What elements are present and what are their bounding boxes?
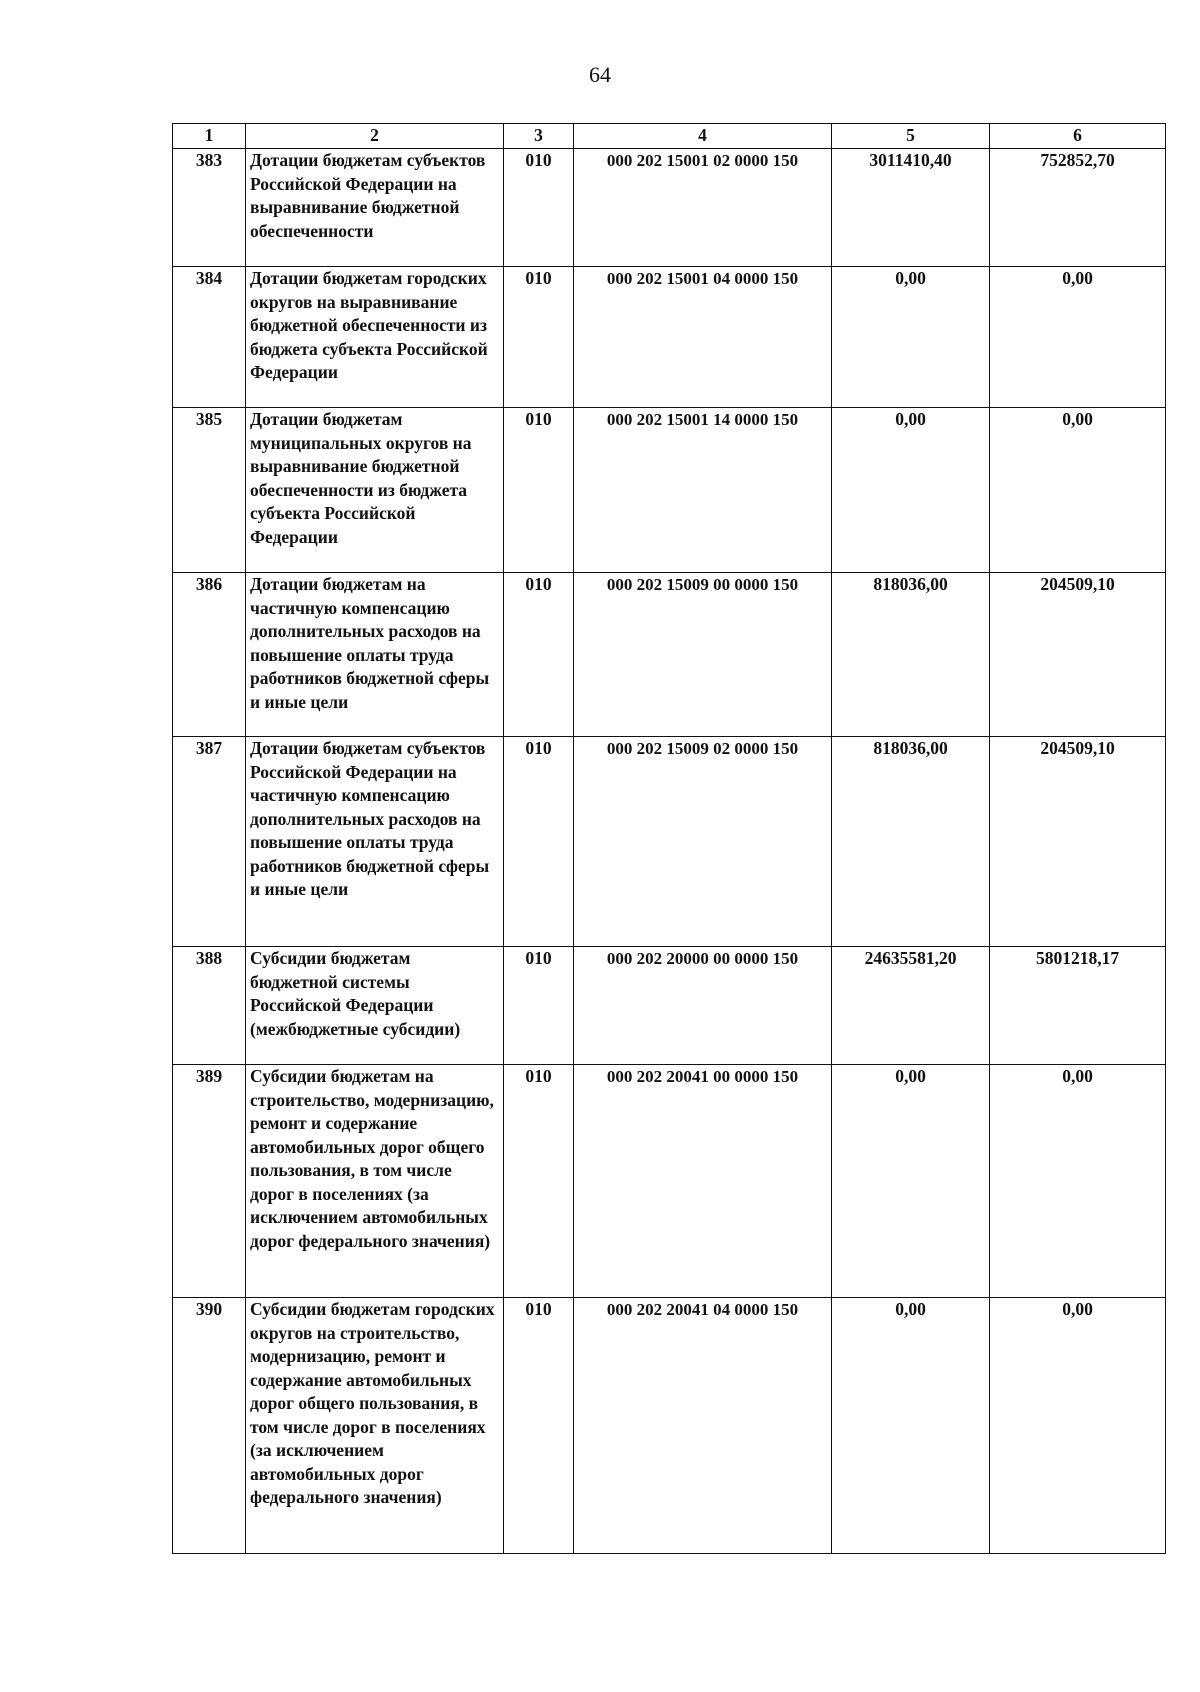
row-name: Субсидии бюджетам бюджетной системы Российской Федерации (межбюджетные субсидии) xyxy=(246,947,504,1065)
row-name: Субсидии бюджетам на строительство, модернизацию, ремонт и содержание автомобильных дорог общего пользования, в том числе дорог в поселениях (за исключением автомобильных дорог федерального значения) xyxy=(246,1065,504,1298)
row-name: Дотации бюджетам на частичную компенсацию дополнительных расходов на повышение оплаты труда работников бюджетной сферы и иные цели xyxy=(246,573,504,737)
row-name: Дотации бюджетам муниципальных округов на выравнивание бюджетной обеспеченности из бюджета субъекта Российской Федерации xyxy=(246,408,504,573)
row-number: 383 xyxy=(173,149,246,267)
row-value-6: 0,00 xyxy=(990,408,1166,573)
row-code: 010 xyxy=(504,149,574,267)
row-number: 384 xyxy=(173,267,246,408)
row-kbk: 000 202 20000 00 0000 150 xyxy=(574,947,832,1065)
page-number: 64 xyxy=(589,62,611,87)
row-value-5: 0,00 xyxy=(832,1298,990,1554)
row-value-5: 24635581,20 xyxy=(832,947,990,1065)
column-header: 5 xyxy=(832,124,990,149)
table-row xyxy=(173,408,1166,573)
row-value-5: 0,00 xyxy=(832,408,990,573)
column-header: 4 xyxy=(574,124,832,149)
table-row xyxy=(173,267,1166,408)
row-kbk: 000 202 20041 00 0000 150 xyxy=(574,1065,832,1298)
row-name: Дотации бюджетам субъектов Российской Федерации на частичную компенсацию дополнительных расходов на повышение оплаты труда работников бюджетной сферы и иные цели xyxy=(246,737,504,947)
row-value-6: 0,00 xyxy=(990,267,1166,408)
column-header: 1 xyxy=(173,124,246,149)
row-value-6: 752852,70 xyxy=(990,149,1166,267)
row-value-6: 204509,10 xyxy=(990,737,1166,947)
table-row xyxy=(173,947,1166,1065)
table-row xyxy=(173,573,1166,737)
table-row xyxy=(173,149,1166,267)
row-value-5: 0,00 xyxy=(832,1065,990,1298)
row-code: 010 xyxy=(504,947,574,1065)
row-code: 010 xyxy=(504,1298,574,1554)
row-value-5: 818036,00 xyxy=(832,573,990,737)
row-kbk: 000 202 15001 02 0000 150 xyxy=(574,149,832,267)
row-value-6: 5801218,17 xyxy=(990,947,1166,1065)
row-value-6: 204509,10 xyxy=(990,573,1166,737)
row-number: 386 xyxy=(173,573,246,737)
row-value-5: 818036,00 xyxy=(832,737,990,947)
row-value-5: 0,00 xyxy=(832,267,990,408)
table-row xyxy=(173,1065,1166,1298)
row-number: 385 xyxy=(173,408,246,573)
table-row xyxy=(173,737,1166,947)
column-header: 6 xyxy=(990,124,1166,149)
table-header-row xyxy=(173,124,1166,149)
row-number: 389 xyxy=(173,1065,246,1298)
row-kbk: 000 202 15009 00 0000 150 xyxy=(574,573,832,737)
row-code: 010 xyxy=(504,737,574,947)
row-name: Субсидии бюджетам городских округов на строительство, модернизацию, ремонт и содержание автомобильных дорог общего пользования, в том числе дорог в поселениях (за исключением автомобильных дорог федерального значения) xyxy=(246,1298,504,1554)
budget-table xyxy=(172,123,1166,1554)
row-number: 388 xyxy=(173,947,246,1065)
row-kbk: 000 202 15009 02 0000 150 xyxy=(574,737,832,947)
row-code: 010 xyxy=(504,408,574,573)
row-code: 010 xyxy=(504,1065,574,1298)
row-value-5: 3011410,40 xyxy=(832,149,990,267)
row-name: Дотации бюджетам субъектов Российской Федерации на выравнивание бюджетной обеспеченности xyxy=(246,149,504,267)
row-name: Дотации бюджетам городских округов на выравнивание бюджетной обеспеченности из бюджета субъекта Российской Федерации xyxy=(246,267,504,408)
row-kbk: 000 202 15001 14 0000 150 xyxy=(574,408,832,573)
row-kbk: 000 202 15001 04 0000 150 xyxy=(574,267,832,408)
row-kbk: 000 202 20041 04 0000 150 xyxy=(574,1298,832,1554)
row-value-6: 0,00 xyxy=(990,1298,1166,1554)
row-code: 010 xyxy=(504,573,574,737)
row-number: 387 xyxy=(173,737,246,947)
column-header: 3 xyxy=(504,124,574,149)
column-header: 2 xyxy=(246,124,504,149)
row-code: 010 xyxy=(504,267,574,408)
table-row xyxy=(173,1298,1166,1554)
row-number: 390 xyxy=(173,1298,246,1554)
row-value-6: 0,00 xyxy=(990,1065,1166,1298)
